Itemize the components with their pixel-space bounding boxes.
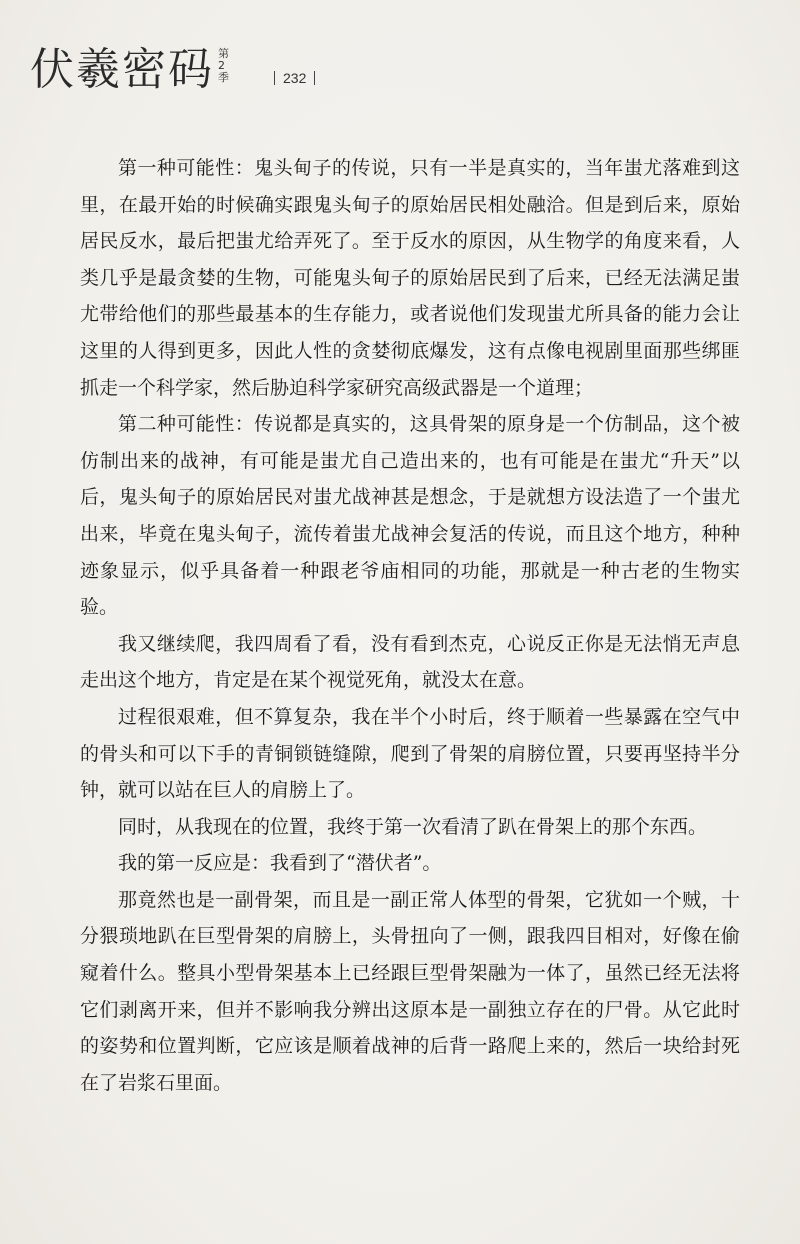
divider-left bbox=[274, 71, 275, 85]
divider-right bbox=[314, 71, 315, 85]
paragraph: 第二种可能性：传说都是真实的，这具骨架的原身是一个仿制品，这个被仿制出来的战神，有可能是蚩尤自己造出来的，也有可能是在蚩尤“升天”以后，鬼头甸子的原始居民对蚩尤战神甚是想念，于是就想方设法造了一个蚩尤出来，毕竟在鬼头甸子，流传着蚩尤战神会复活的传说，而且这个地方，种种迹象显示，似乎具备着一种跟老爷庙相同的功能，那就是一种古老的生物实验。 bbox=[80, 413, 740, 619]
paragraph: 过程很艰难，但不算复杂，我在半个小时后，终于顺着一些暴露在空气中的骨头和可以下手的青铜锁链缝隙，爬到了骨架的肩膀位置，只要再坚持半分钟，就可以站在巨人的肩膀上了。 bbox=[80, 705, 740, 802]
book-title: 伏羲密码 bbox=[30, 44, 214, 95]
body-text bbox=[80, 150, 740, 1101]
running-header bbox=[30, 40, 323, 100]
paragraph: 我又继续爬，我四周看了看，没有看到杰克，心说反正你是无法悄无声息走出这个地方，肯定是在某个视觉死角，就没太在意。 bbox=[80, 632, 740, 692]
paragraph: 我的第一反应是：我看到了“潜伏者”。 bbox=[118, 852, 442, 875]
paragraph: 同时，从我现在的位置，我终于第一次看清了趴在骨架上的那个东西。 bbox=[118, 815, 708, 838]
paragraph: 第一种可能性：鬼头甸子的传说，只有一半是真实的，当年蚩尤落难到这里，在最开始的时候确实跟鬼头甸子的原始居民相处融洽。但是到后来，原始居民反水，最后把蚩尤给弄死了。至于反水的原因，从生物学的角度来看，人类几乎是最贪婪的生物，可能鬼头甸子的原始居民到了后来，已经无法满足蚩尤带给他们的那些最基本的生存能力，或者说他们发现蚩尤所具备的能力会让这里的人得到更多，因此人性的贪婪彻底爆发，这有点像电视剧里面那些绑匪抓走一个科学家，然后胁迫科学家研究高级武器是一个道理； bbox=[80, 157, 740, 399]
page-number: 232 bbox=[283, 70, 307, 86]
page-number-block bbox=[266, 70, 323, 86]
paragraph: 那竟然也是一副骨架，而且是一副正常人体型的骨架，它犹如一个贼，十分猥琐地趴在巨型骨架的肩膀上，头骨扭向了一侧，跟我四目相对，好像在偷窥着什么。整具小型骨架基本上已经跟巨型骨架融为一体了，虽然已经无法将它们剥离开来，但并不影响我分辨出这原本是一副独立存在的尸骨。从它此时的姿势和位置判断，它应该是顺着战神的后背一路爬上来的，然后一块给封死在了岩浆石里面。 bbox=[80, 888, 740, 1094]
season-label: 第2季 bbox=[218, 47, 229, 84]
